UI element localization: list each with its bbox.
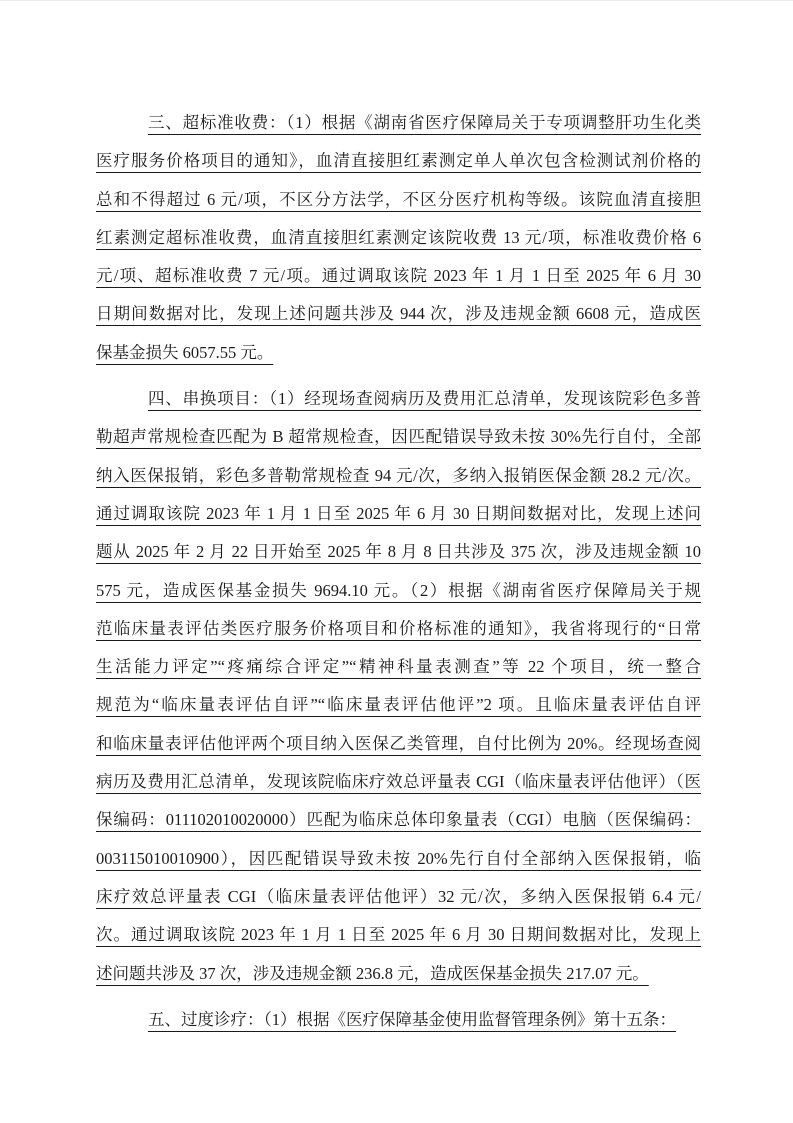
document-page: [0, 1, 793, 1123]
text-line: 规范为“临床量表评估自评”“临床量表评估他评”2 项。且临床量表评估自评: [96, 695, 701, 715]
text-line: 三、超标准收费：（1）根据《湖南省医疗保障局关于专项调整肝功生化类: [148, 113, 701, 132]
paragraph-5-overtreatment: [96, 1001, 701, 1039]
text-line: 题从 2025 年 2 月 22 日开始至 2025 年 8 月 8 日共涉及 375 次，涉及违规金额 10: [96, 542, 701, 562]
text-line: 述问题共涉及 37 次，涉及违规金额 236.8 元，造成医保基金损失 217.07 元。: [96, 963, 649, 983]
text-line: 病历及费用汇总清单，发现该院临床疗效总评量表 CGI（临床量表评估他评）（医: [96, 772, 701, 792]
text-line: 床疗效总评量表 CGI（临床量表评估他评）32 元/次，多纳入医保报销 6.4 元/: [96, 886, 701, 906]
text-line: 范临床量表评估类医疗服务价格项目和价格标准的通知》，我省将现行的“日常: [96, 618, 701, 638]
text-line: 总和不得超过 6 元/项，不区分方法学，不区分医疗机构等级。该院血清直接胆: [96, 189, 701, 209]
text-line: 勒超声常规检查匹配为 B 超常规检查，因匹配错误导致未按 30%先行自付，全部: [96, 427, 701, 447]
text-line: 医疗服务价格项目的通知》，血清直接胆红素测定单人单次包含检测试剂价格的: [96, 151, 701, 171]
paragraph-3-overcharging: [96, 104, 701, 372]
text-line: 红素测定超标准收费，血清直接胆红素测定该院收费 13 元/项，标准收费价格 6: [96, 227, 701, 247]
text-line: 五、过度诊疗：（1）根据《医疗保障基金使用监督管理条例》第十五条：: [148, 1009, 676, 1029]
text-line: 保编码：011102010020000）匹配为临床总体印象量表（CGI）电脑（医保编码：: [96, 810, 701, 830]
text-line: 次。通过调取该院 2023 年 1 月 1 日至 2025 年 6 月 30 日期间数据对比，发现上: [96, 925, 701, 945]
text-line: 575 元，造成医保基金损失 9694.10 元。（2）根据《湖南省医疗保障局关于规: [96, 580, 701, 600]
text-line: 和临床量表评估他评两个项目纳入医保乙类管理，自付比例为 20%。经现场查阅: [96, 733, 701, 753]
text-line: 元/项、超标准收费 7 元/项。通过调取该院 2023 年 1 月 1 日至 2025 年 6 月 30: [96, 266, 701, 286]
text-line: 四、串换项目：（1）经现场查阅病历及费用汇总清单，发现该院彩色多普: [148, 389, 701, 409]
text-line: 生活能力评定”“疼痛综合评定”“精神科量表测查”等 22 个项目，统一整合: [96, 657, 701, 677]
text-line: 纳入医保报销，彩色多普勒常规检查 94 元/次，多纳入报销医保金额 28.2 元/次。: [96, 465, 701, 485]
text-line: 保基金损失 6057.55 元。: [96, 342, 274, 362]
document-body: [96, 104, 701, 1039]
text-line: 日期间数据对比，发现上述问题共涉及 944 次，涉及违规金额 6608 元，造成医: [96, 304, 701, 324]
text-line: 003115010010900），因匹配错误导致未按 20%先行自付全部纳入医保报销，临: [96, 848, 701, 868]
text-line: 通过调取该院 2023 年 1 月 1 日至 2025 年 6 月 30 日期间数据对比，发现上述问: [96, 503, 701, 523]
paragraph-4-substituted-items: [96, 380, 701, 993]
